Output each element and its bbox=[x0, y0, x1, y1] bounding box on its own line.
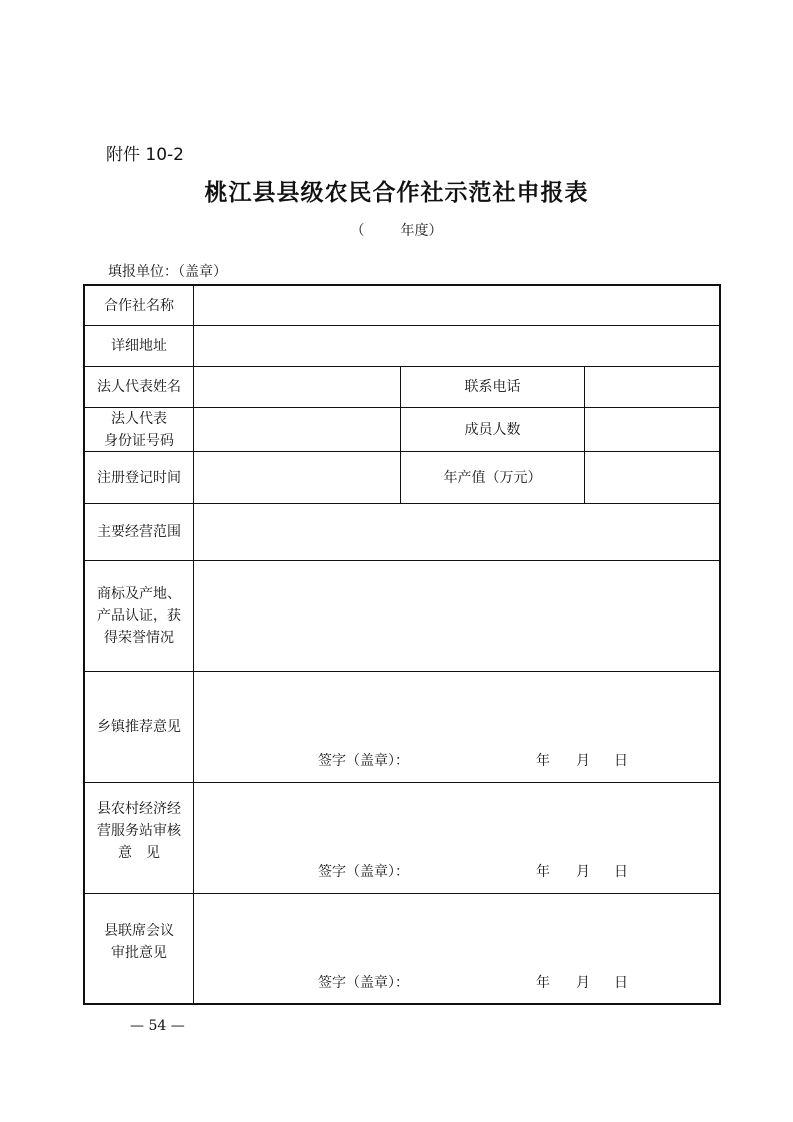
label-honors bbox=[85, 561, 193, 671]
attachment-label: 附件 10-2 bbox=[106, 145, 184, 165]
label-county-review bbox=[85, 783, 193, 893]
county-month-label: 月 bbox=[576, 864, 590, 880]
label-phone: 联系电话 bbox=[464, 379, 521, 395]
label-legal-name: 法人代表姓名 bbox=[97, 379, 181, 395]
field-honors[interactable] bbox=[194, 561, 719, 671]
filler-unit-label: 填报单位：（盖章） bbox=[108, 264, 227, 280]
field-address[interactable] bbox=[194, 326, 719, 366]
joint-year-label: 年 bbox=[536, 975, 550, 991]
field-legal-id[interactable] bbox=[194, 408, 400, 451]
field-business-scope[interactable] bbox=[194, 504, 719, 560]
label-legal-id-line2: 身份证号码 bbox=[104, 432, 174, 449]
label-reg-time: 注册登记时间 bbox=[97, 469, 181, 486]
field-coop-name[interactable] bbox=[194, 286, 719, 325]
label-address: 详细地址 bbox=[111, 338, 167, 354]
label-honors-line2: 产品认证，获 bbox=[97, 608, 181, 624]
town-sign-label: 签字（盖章）： bbox=[318, 753, 409, 769]
county-year-label: 年 bbox=[536, 864, 550, 880]
label-county-line3: 意 见 bbox=[118, 845, 160, 861]
town-day-label: 日 bbox=[614, 753, 628, 769]
joint-sign-label: 签字（盖章）： bbox=[318, 975, 409, 991]
form-title: 桃江县县级农民合作社示范社申报表 bbox=[204, 179, 589, 206]
label-legal-id bbox=[85, 408, 193, 451]
joint-day-label: 日 bbox=[614, 975, 628, 991]
label-town-opinion: 乡镇推荐意见 bbox=[97, 719, 181, 735]
label-annual-output: 年产值（万元） bbox=[443, 469, 542, 486]
label-honors-line3: 得荣誉情况 bbox=[104, 630, 174, 646]
field-county-review[interactable] bbox=[194, 783, 719, 893]
town-month-label: 月 bbox=[576, 753, 590, 769]
county-day-label: 日 bbox=[614, 864, 628, 880]
label-honors-line1: 商标及产地、 bbox=[97, 586, 181, 602]
field-phone[interactable] bbox=[585, 367, 719, 407]
label-business-scope: 主要经营范围 bbox=[97, 524, 181, 540]
county-sign-label: 签字（盖章）： bbox=[318, 864, 409, 880]
joint-month-label: 月 bbox=[576, 975, 590, 991]
label-members: 成员人数 bbox=[464, 421, 521, 438]
year-line bbox=[0, 220, 793, 240]
field-legal-name[interactable] bbox=[194, 367, 400, 407]
town-year-label: 年 bbox=[536, 753, 550, 769]
year-close: 年度） bbox=[400, 223, 443, 239]
label-county-line1: 县农村经济经 bbox=[97, 801, 181, 817]
label-joint-line2: 审批意见 bbox=[111, 944, 167, 961]
field-reg-time[interactable] bbox=[194, 452, 400, 503]
field-joint-approval[interactable] bbox=[194, 894, 719, 1003]
field-annual-output[interactable] bbox=[585, 452, 719, 503]
label-legal-id-line1: 法人代表 bbox=[111, 410, 167, 427]
label-coop-name: 合作社名称 bbox=[104, 297, 174, 314]
page-number: — 54 — bbox=[130, 1018, 185, 1034]
label-joint-line1: 县联席会议 bbox=[104, 922, 174, 939]
label-joint-approval bbox=[85, 894, 193, 1003]
field-town-opinion[interactable] bbox=[194, 672, 719, 782]
field-members[interactable] bbox=[585, 408, 719, 451]
application-form-table bbox=[83, 284, 721, 1005]
label-county-line2: 营服务站审核 bbox=[97, 823, 181, 839]
year-open: （ bbox=[350, 223, 365, 239]
